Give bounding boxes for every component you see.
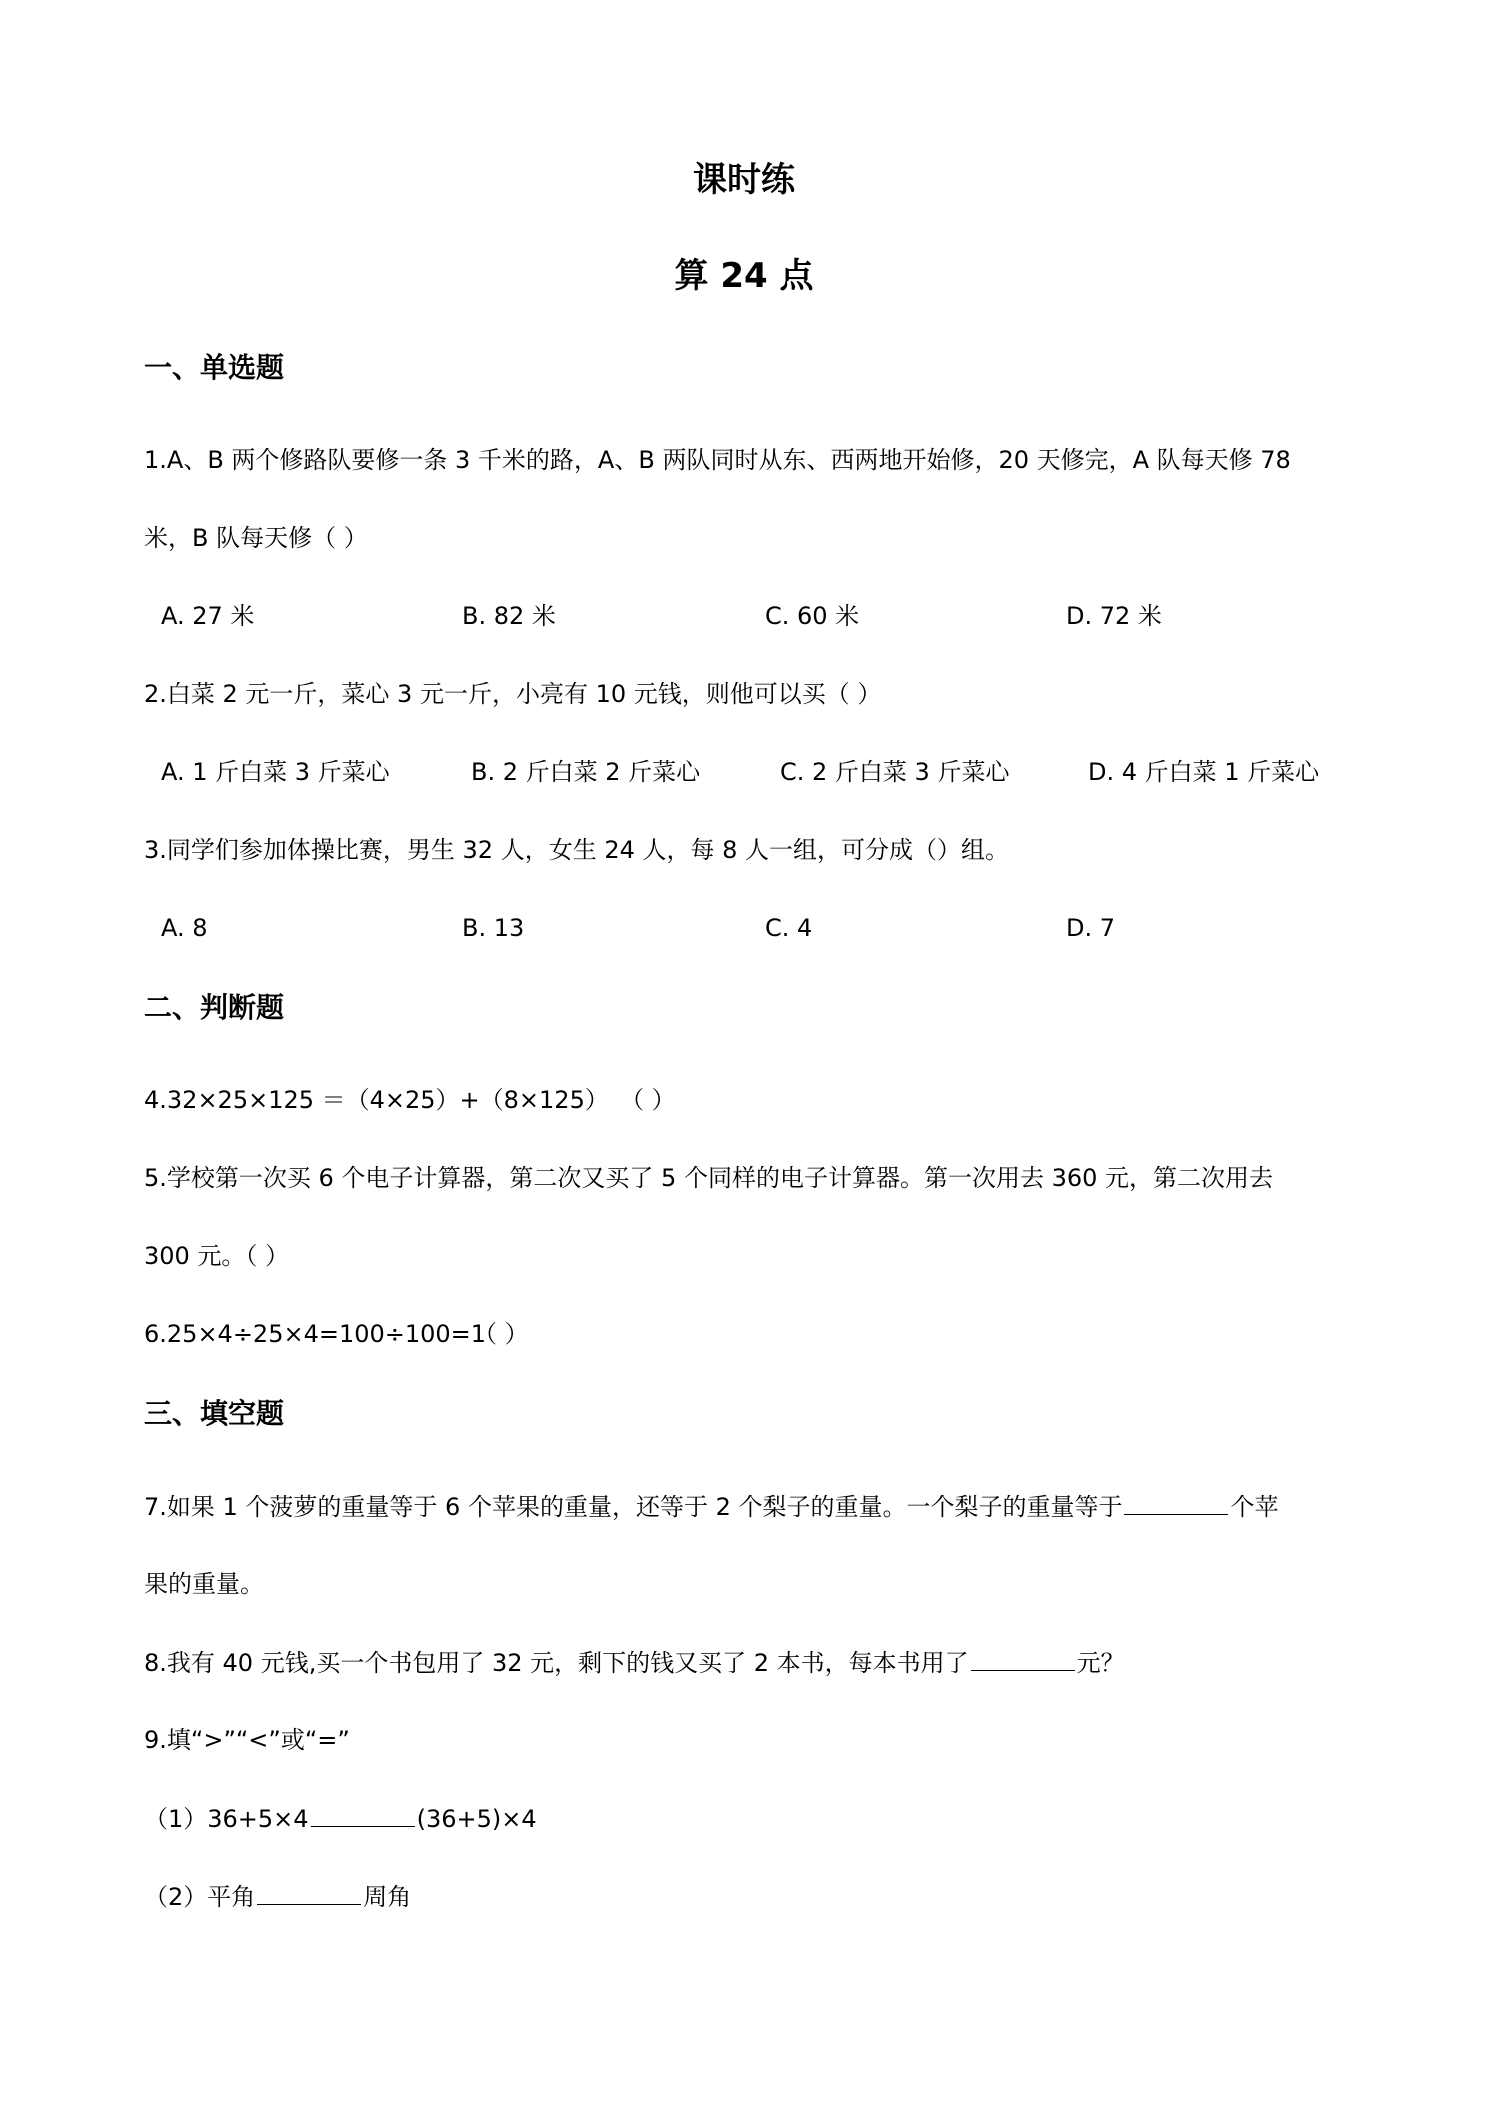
- question-4-answer-parens[interactable]: （ ）: [620, 1086, 676, 1114]
- question-8-text-before: 8.我有 40 元钱,买一个书包用了 32 元，剩下的钱又买了 2 本书，每本书用了: [144, 1649, 969, 1677]
- question-1-line-2: 米，B 队每天修（ ）: [144, 524, 368, 552]
- question-7-text-before: 7.如果 1 个菠萝的重量等于 6 个苹果的重量，还等于 2 个梨子的重量。一个梨子的重量等于: [144, 1493, 1123, 1521]
- section-heading-true-false: 二、判断题: [144, 991, 285, 1024]
- question-6-answer-parens[interactable]: （ ）: [473, 1320, 529, 1348]
- question-4-text: 4.32×25×125 ＝（4×25）+（8×125）: [144, 1086, 609, 1114]
- question-6-text: 6.25×4÷25×4=100÷100=1: [144, 1320, 487, 1348]
- question-8-answer-blank[interactable]: [971, 1646, 1075, 1671]
- question-1-line-1: 1.A、B 两个修路队要修一条 3 千米的路，A、B 两队同时从东、西两地开始修，20 天修完，A 队每天修 78: [144, 446, 1291, 474]
- question-3-option-a[interactable]: A. 8: [161, 914, 208, 942]
- question-9-sub-1-blank[interactable]: [311, 1802, 415, 1827]
- question-9-sub-2-after: 周角: [363, 1883, 412, 1911]
- section-heading-fill-blank: 三、填空题: [144, 1397, 285, 1430]
- question-8-text-after: 元？: [1076, 1649, 1125, 1677]
- question-2-option-b[interactable]: B. 2 斤白菜 2 斤菜心: [471, 758, 701, 786]
- question-9-sub-1-before: （1）36+5×4: [144, 1805, 309, 1833]
- question-2-option-a[interactable]: A. 1 斤白菜 3 斤菜心: [161, 758, 390, 786]
- question-1-option-d[interactable]: D. 72 米: [1066, 602, 1162, 630]
- question-3-option-b[interactable]: B. 13: [462, 914, 525, 942]
- question-2-option-c[interactable]: C. 2 斤白菜 3 斤菜心: [780, 758, 1010, 786]
- question-9-sub-1: [144, 1802, 537, 1835]
- question-5-line-1: 5.学校第一次买 6 个电子计算器，第二次又买了 5 个同样的电子计算器。第一次用去 360 元，第二次用去: [144, 1164, 1274, 1192]
- question-3-option-d[interactable]: D. 7: [1066, 914, 1116, 942]
- question-3-text: 3.同学们参加体操比赛，男生 32 人，女生 24 人，每 8 人一组，可分成（）组。: [144, 836, 1010, 864]
- question-5-line-2: 300 元。（ ）: [144, 1242, 290, 1270]
- page-subtitle: 算 24 点: [674, 256, 814, 296]
- question-7-line-1: [144, 1490, 1278, 1523]
- section-heading-single-choice: 一、单选题: [144, 351, 285, 384]
- question-7-text-after: 个苹: [1230, 1493, 1279, 1521]
- question-1-option-c[interactable]: C. 60 米: [765, 602, 860, 630]
- question-9-sub-2-blank[interactable]: [257, 1880, 361, 1905]
- question-2-text: 2.白菜 2 元一斤，菜心 3 元一斤，小亮有 10 元钱，则他可以买（ ）: [144, 680, 882, 708]
- question-9-sub-2: [144, 1880, 411, 1913]
- question-7-answer-blank[interactable]: [1124, 1490, 1228, 1515]
- page-title: 课时练: [693, 160, 795, 200]
- question-2-option-d[interactable]: D. 4 斤白菜 1 斤菜心: [1088, 758, 1320, 786]
- question-7-line-2: 果的重量。: [144, 1570, 264, 1598]
- question-1-option-b[interactable]: B. 82 米: [462, 602, 556, 630]
- question-9-sub-2-before: （2）平角: [144, 1883, 256, 1911]
- question-9-sub-1-after: (36+5)×4: [416, 1805, 537, 1833]
- question-3-option-c[interactable]: C. 4: [765, 914, 813, 942]
- question-8-line: [144, 1646, 1125, 1679]
- question-9-text: 9.填“>”“<”或“=”: [144, 1726, 350, 1754]
- question-1-option-a[interactable]: A. 27 米: [161, 602, 255, 630]
